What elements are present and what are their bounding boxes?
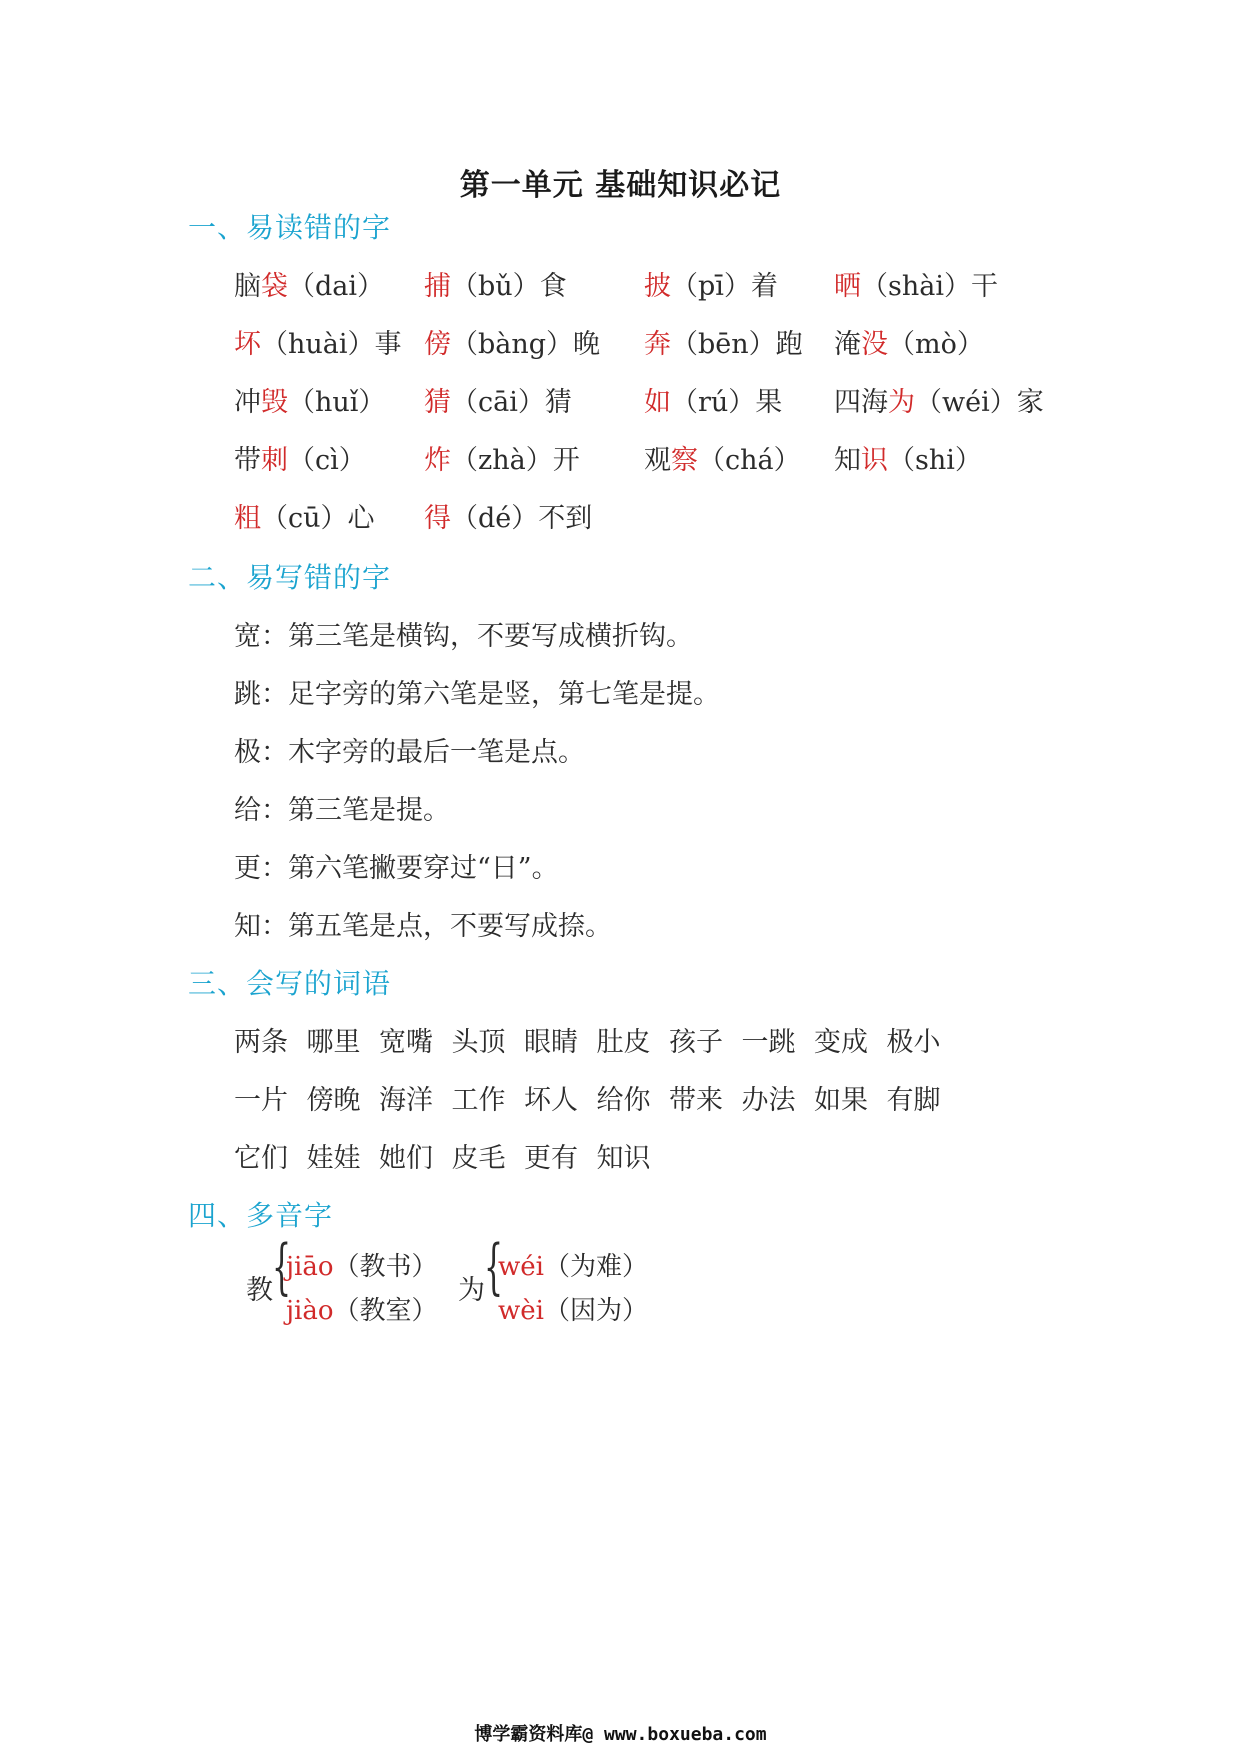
highlight-char: 为 — [888, 387, 915, 418]
word-prefix: 四海 — [834, 387, 888, 418]
vocab-word: 给你 — [596, 1085, 651, 1116]
misread-word — [644, 380, 782, 419]
misread-word — [834, 380, 1044, 419]
misread-word — [644, 264, 778, 303]
word-suffix: （bēn）跑 — [671, 329, 803, 360]
misread-word — [424, 322, 600, 361]
vocab-word: 更有 — [524, 1143, 578, 1174]
word-suffix: （wéi）家 — [915, 387, 1044, 418]
vocab-word: 傍晚 — [306, 1085, 361, 1116]
highlight-char: 刺 — [261, 445, 288, 476]
vocab-word: 她们 — [379, 1143, 433, 1174]
vocab-word: 有脚 — [886, 1085, 941, 1116]
vocab-word: 带来 — [669, 1085, 723, 1116]
highlight-char: 察 — [671, 445, 698, 476]
vocab-word: 娃娃 — [306, 1143, 361, 1174]
word-suffix: （cì） — [288, 445, 366, 476]
highlight-char: 披 — [644, 271, 671, 302]
example: （因为） — [543, 1296, 648, 1326]
section-heading-miswrite: 二、易写错的字 — [188, 561, 392, 594]
misread-word — [424, 380, 572, 419]
footer-watermark: 博学霸资料库@ www.boxueba.com — [474, 1724, 767, 1745]
misread-word — [834, 264, 998, 303]
misread-word — [834, 438, 982, 477]
word-suffix: （cū）心 — [261, 503, 375, 534]
word-prefix: 脑 — [234, 271, 261, 302]
section-heading-misread: 一、易读错的字 — [188, 211, 392, 244]
highlight-char: 炸 — [424, 445, 451, 476]
vocab-word: 坏人 — [524, 1085, 578, 1116]
vocab-word: 孩子 — [669, 1027, 723, 1058]
word-suffix: （chá） — [698, 445, 801, 476]
polyphone-char: 教 — [246, 1275, 273, 1306]
vocab-word: 知识 — [596, 1143, 651, 1174]
word-prefix: 淹 — [834, 329, 861, 360]
highlight-char: 奔 — [644, 329, 671, 360]
word-prefix: 观 — [644, 445, 671, 476]
word-suffix: （dai） — [288, 271, 385, 302]
highlight-char: 晒 — [834, 271, 861, 302]
misread-word — [424, 438, 580, 477]
highlight-char: 猜 — [424, 387, 451, 418]
rule-item: 极：木字旁的最后一笔是点。 — [234, 737, 585, 768]
word-suffix: （bǔ）食 — [451, 271, 567, 302]
word-suffix: （shi） — [888, 445, 982, 476]
word-suffix: （rú）果 — [671, 387, 783, 418]
vocab-word: 皮毛 — [451, 1143, 506, 1174]
word-suffix: （cāi）猜 — [451, 387, 572, 418]
polyphone-reading — [498, 1246, 648, 1283]
vocab-word: 如果 — [814, 1085, 868, 1116]
highlight-char: 袋 — [261, 271, 288, 302]
misread-word — [234, 264, 384, 303]
pinyin: wèi — [498, 1296, 544, 1326]
rule-item: 给：第三笔是提。 — [234, 795, 450, 826]
vocab-word: 两条 — [234, 1027, 288, 1058]
polyphone-reading — [498, 1290, 648, 1327]
highlight-char: 识 — [861, 445, 888, 476]
word-suffix: （shài）干 — [861, 271, 998, 302]
misread-word — [424, 264, 567, 303]
vocab-word: 极小 — [886, 1027, 941, 1058]
misread-word — [644, 438, 801, 477]
pinyin: wéi — [498, 1252, 544, 1282]
page-title: 第一单元 基础知识必记 — [459, 168, 782, 203]
highlight-char: 没 — [861, 329, 888, 360]
vocab-word: 海洋 — [379, 1085, 433, 1116]
misread-word — [234, 380, 385, 419]
misread-word — [424, 496, 592, 535]
word-prefix: 知 — [834, 445, 861, 476]
vocab-word: 工作 — [451, 1085, 506, 1116]
misread-word — [834, 322, 984, 361]
example: （为难） — [543, 1252, 648, 1282]
rule-item: 宽：第三笔是横钩，不要写成横折钩。 — [234, 621, 693, 652]
word-suffix: （huǐ） — [288, 387, 386, 418]
highlight-char: 傍 — [424, 329, 451, 360]
misread-word — [234, 496, 375, 535]
misread-word — [234, 322, 402, 361]
vocab-word: 眼睛 — [524, 1027, 578, 1058]
misread-word — [644, 322, 803, 361]
vocab-word: 变成 — [814, 1027, 868, 1058]
pinyin: jiào — [286, 1296, 334, 1326]
rule-item: 跳：足字旁的第六笔是竖，第七笔是提。 — [234, 679, 720, 710]
example: （教书） — [333, 1252, 438, 1282]
rule-item: 更：第六笔撇要穿过“日”。 — [234, 853, 559, 884]
pinyin: jiāo — [286, 1252, 334, 1282]
highlight-char: 得 — [424, 503, 451, 534]
word-suffix: （huài）事 — [261, 329, 402, 360]
vocab-word: 头顶 — [451, 1027, 506, 1058]
left-brace-icon: { — [272, 1232, 292, 1302]
vocab-word: 哪里 — [306, 1027, 361, 1058]
word-suffix: （dé）不到 — [451, 503, 593, 534]
vocab-word: 宽嘴 — [379, 1027, 433, 1058]
section-heading-words: 三、会写的词语 — [188, 967, 392, 1000]
vocab-word: 一片 — [234, 1085, 288, 1116]
highlight-char: 毁 — [261, 387, 288, 418]
polyphone-char: 为 — [458, 1275, 485, 1306]
rule-item: 知：第五笔是点，不要写成捺。 — [234, 911, 612, 942]
highlight-char: 粗 — [234, 503, 261, 534]
vocab-word: 肚皮 — [596, 1027, 651, 1058]
word-suffix: （bàng）晚 — [451, 329, 601, 360]
polyphone-reading — [286, 1290, 438, 1327]
word-suffix: （mò） — [888, 329, 984, 360]
word-prefix: 冲 — [234, 387, 261, 418]
section-heading-polyphone: 四、多音字 — [188, 1199, 334, 1232]
misread-word — [234, 438, 366, 477]
left-brace-icon: { — [484, 1232, 504, 1302]
word-suffix: （pī）着 — [671, 271, 778, 302]
highlight-char: 坏 — [234, 329, 261, 360]
example: （教室） — [333, 1296, 438, 1326]
vocab-word: 办法 — [741, 1085, 796, 1116]
word-suffix: （zhà）开 — [451, 445, 580, 476]
vocab-word: 它们 — [234, 1143, 288, 1174]
highlight-char: 如 — [644, 387, 671, 418]
word-prefix: 带 — [234, 445, 261, 476]
highlight-char: 捕 — [424, 271, 451, 302]
polyphone-reading — [286, 1246, 438, 1283]
vocab-word: 一跳 — [741, 1027, 796, 1058]
